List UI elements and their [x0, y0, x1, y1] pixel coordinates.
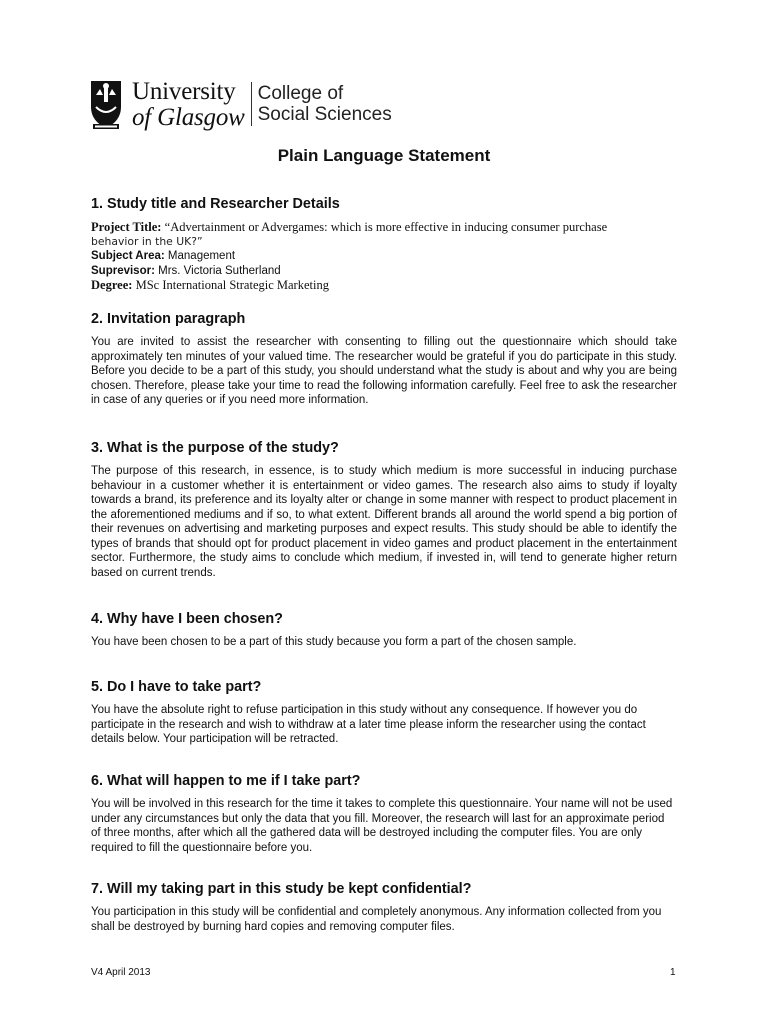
degree-label: Degree:: [91, 277, 133, 292]
university-name-line1: University: [132, 77, 236, 105]
section-body: You have been chosen to be a part of this study because you form a part of the chosen sample.: [91, 636, 577, 648]
footer-version: V4 April 2013: [91, 967, 151, 978]
section-heading: 7. Will my taking part in this study be kept confidential?: [91, 881, 472, 897]
project-title-value-cont: behavior in the UK?”: [91, 235, 203, 249]
supervisor-label: Suprevisor:: [91, 264, 155, 277]
degree-value: MSc International Strategic Marketing: [135, 277, 329, 292]
university-wordmark: [132, 79, 245, 130]
section-heading: 6. What will happen to me if I take part?: [91, 773, 361, 789]
section-heading: 3. What is the purpose of the study?: [91, 440, 339, 456]
section-body: You will be involved in this research for the time it takes to complete this questionnaire. Your name will not be used under any circumstances but only the data that you fill. Moreover, the research will last for an approximate period of three months, after which all the gathered data will be destroyed including the computer files. You are only required to fill the questionnaire before you.: [91, 798, 673, 854]
section-study-details: [91, 196, 677, 293]
college-name: [258, 83, 392, 125]
logo-divider: [251, 82, 252, 126]
college-name-line1: College of: [257, 83, 344, 104]
page-number: 1: [670, 967, 676, 978]
section-heading: 1. Study title and Researcher Details: [91, 196, 340, 212]
subject-area-label: Subject Area:: [91, 250, 165, 263]
section-invitation: [91, 311, 677, 408]
section-body: The purpose of this research, in essence, is to study which medium is more successful in inducing purchase behaviour in a customer whether it is entertainment or video games. The research also aims to study if loyalty towards a brand, its preference and its loyalty alter or change in some manner with respect to product placement in the aforementioned mediums and if so, to what extent. Different brands all around the world spend a big portion of their revenues on advertising and marketing purposes and expect results. This study should be able to identify the types of brands that should opt for product placement in video games and product placement in the entertainment sector. Furthermore, the study aims to conclude which medium, if invested in, will tend to generate higher return based on current trends.: [91, 465, 677, 579]
section-body: You have the absolute right to refuse participation in this study without any consequence. If however you do participate in the research and wish to withdraw at a later time please inform the researcher using the contact details below. Your participation will be retracted.: [91, 704, 646, 745]
section-heading: 5. Do I have to take part?: [91, 679, 262, 695]
project-title-value: “Advertainment or Advergames: which is more effective in inducing consumer purchase: [164, 220, 608, 234]
section-why-chosen: [91, 611, 677, 650]
section-confidential: [91, 881, 677, 934]
project-title-label: Project Title:: [91, 220, 162, 234]
supervisor-value: Mrs. Victoria Sutherland: [158, 264, 281, 277]
university-logo: [88, 76, 392, 132]
section-body: You participation in this study will be confidential and completely anonymous. Any information collected from you shall be destroyed by burning hard copies and removing computer files.: [91, 906, 662, 933]
section-purpose: [91, 440, 677, 580]
section-heading: 2. Invitation paragraph: [91, 311, 246, 327]
subject-area-value: Management: [167, 250, 236, 263]
section-heading: 4. Why have I been chosen?: [91, 611, 283, 627]
researcher-details: [91, 220, 677, 293]
section-what-happens: [91, 773, 677, 855]
college-name-line2: Social Sciences: [257, 104, 392, 125]
section-body: You are invited to assist the researcher with consenting to filling out the questionnaire which should take approximately ten minutes of your valued time. The researcher would be grateful if you do participate in this study. Before you decide to be a part of this study, you should understand what the study is about and why you are being chosen. Therefore, please take your time to read the following information carefully. Feel free to ask the researcher in case of any queries or if you need more information.: [91, 336, 677, 406]
university-crest-icon: [88, 77, 124, 131]
document-title: Plain Language Statement: [277, 146, 491, 165]
section-take-part: [91, 679, 677, 747]
university-name-line2: of Glasgow: [132, 103, 245, 131]
